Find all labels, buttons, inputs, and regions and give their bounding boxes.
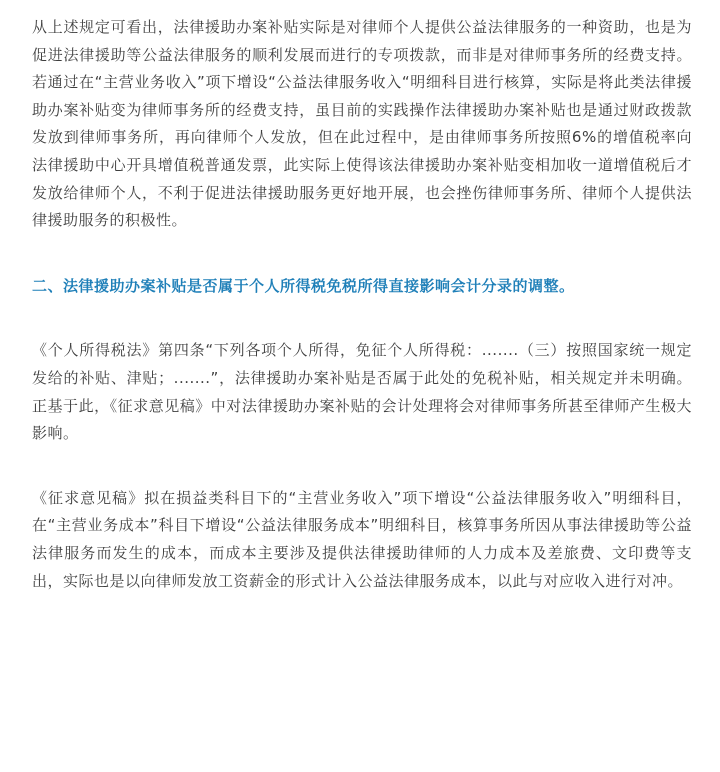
paragraph-spacer — [32, 300, 692, 337]
section-heading: 二、法律援助办案补贴是否属于个人所得税免税所得直接影响会计分录的调整。 — [32, 276, 575, 295]
article-body — [32, 14, 692, 595]
paragraph-income-tax-law: 《个人所得税法》第四条“下列各项个人所得，免征个人所得税：.......（三）按照国家统一规定发给的补贴、津贴；.......”，法律援助办案补贴是否属于此处的免税补贴，相关规定并未明确。正基于此，《征求意见稿》中对法律援助办案补贴的会计处理将会对律师事务所甚至律师产生极大影响。 — [32, 341, 692, 443]
paragraph-spacer — [32, 448, 692, 485]
paragraph-draft-accounting: 《征求意见稿》拟在损益类科目下的“主营业务收入”项下增设“公益法律服务收入”明细科目，在“主营业务成本”科目下增设“公益法律服务成本”明细科目，核算事务所因从事法律援助等公益法律服务而发生的成本，而成本主要涉及提供法律援助律师的人力成本及差旅费、文印费等支出，实际也是以向律师发放工资薪金的形式计入公益法律服务成本，以此与对应收入进行对冲。 — [32, 488, 692, 590]
paragraph-spacer — [32, 235, 692, 273]
paragraph-regulation-analysis: 从上述规定可看出，法律援助办案补贴实际是对律师个人提供公益法律服务的一种资助，也是为促进法律援助等公益法律服务的顺利发展而进行的专项拨款，而非是对律师事务所的经费支持。若通过在“主营业务收入”项下增设“公益法律服务收入“明细科目进行核算，实际是将此类法律援助办案补贴变为律师事务所的经费支持，虽目前的实践操作法律援助办案补贴也是通过财政拨款发放到律师事务所，再向律师个人发放，但在此过程中，是由律师事务所按照6%的增值税率向法律援助中心开具增值税普通发票，此实际上使得该法律援助办案补贴变相加收一道增值税后才发放给律师个人，不利于促进法律援助服务更好地开展，也会挫伤律师事务所、律师个人提供法律援助服务的积极性。 — [32, 18, 692, 230]
